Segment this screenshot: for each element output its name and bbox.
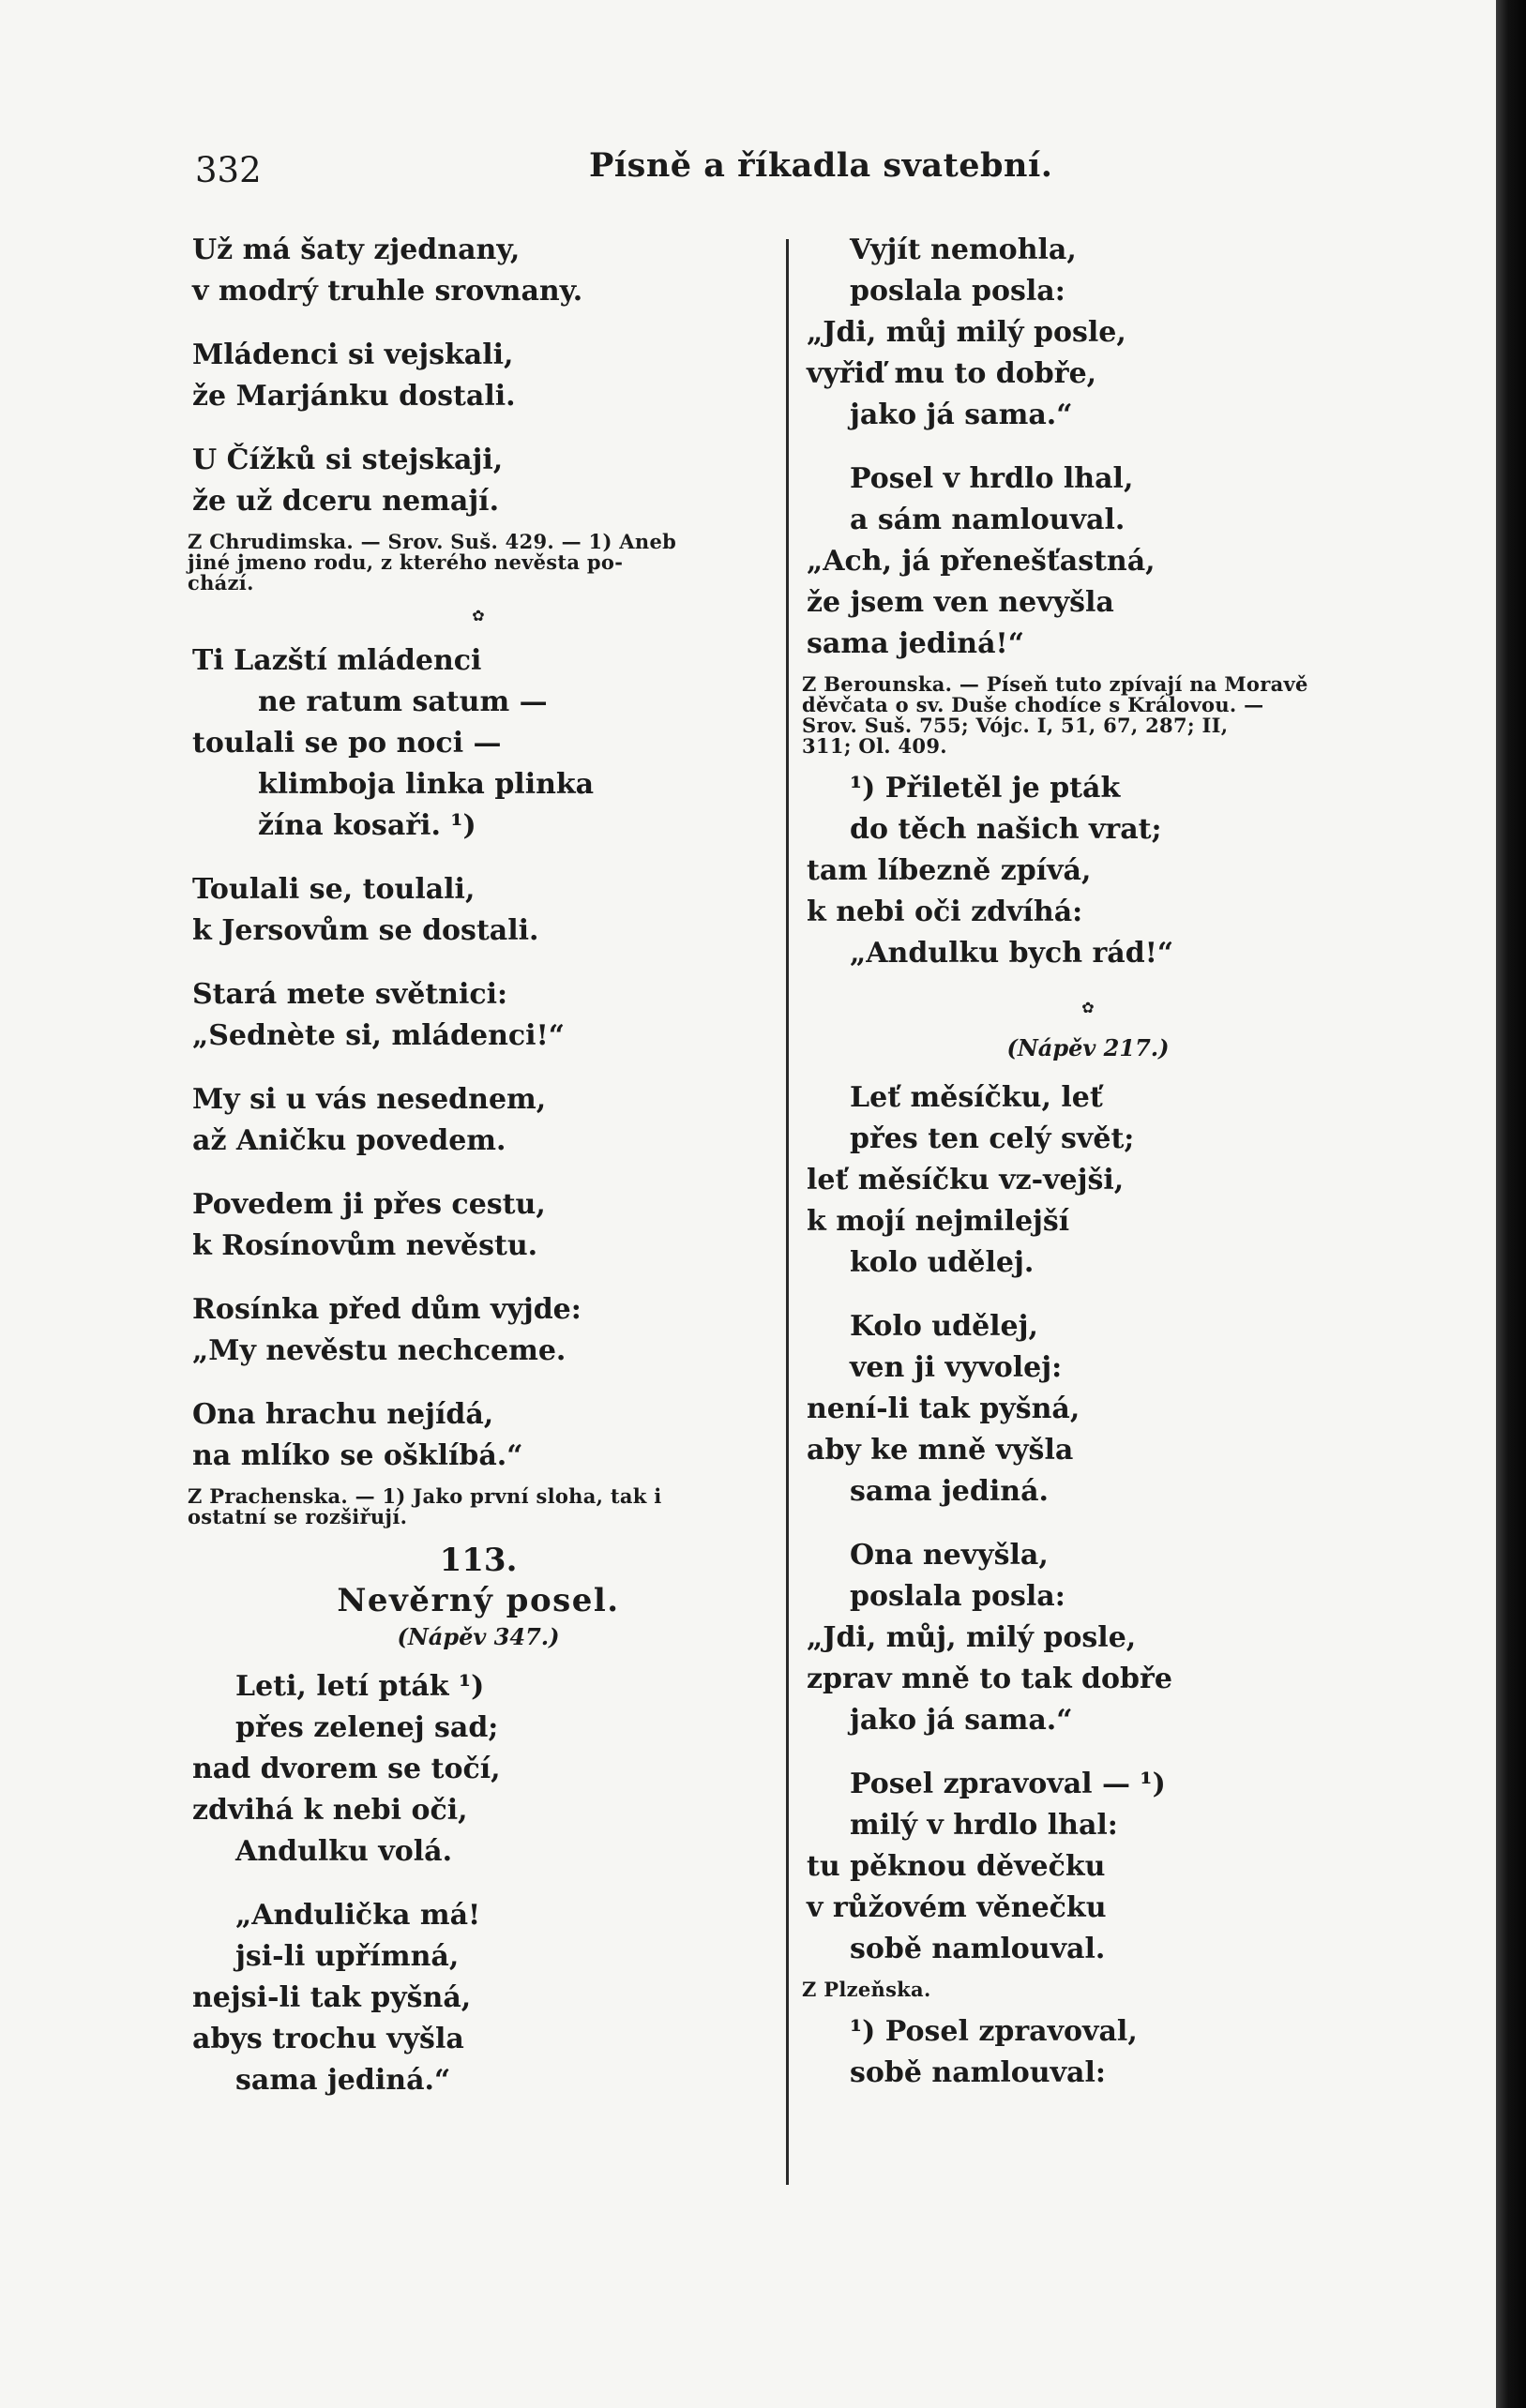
verse-line: „Andulička má!	[235, 1899, 481, 1932]
source-note: Z Plzeňska.	[802, 1978, 931, 2001]
stanza	[192, 640, 764, 847]
stanza	[192, 1895, 764, 2101]
stanza	[192, 974, 764, 1057]
verse-line: sobě namlouval:	[850, 2056, 1106, 2089]
verse-line: Toulali se, toulali,	[192, 873, 476, 906]
verse-line: k mojí nejmilejší	[807, 1205, 1070, 1238]
verse-line: k Jersovům se dostali.	[192, 914, 539, 947]
song-number: 113.	[439, 1542, 518, 1579]
page-edge-shadow	[1496, 0, 1526, 2408]
stanza	[807, 230, 1369, 436]
stanza	[807, 1535, 1369, 1741]
verse-line: sama jediná.	[850, 1475, 1049, 1508]
verse-line: na mlíko se ošklíbá.“	[192, 1439, 523, 1472]
verse-line: jako já sama.“	[850, 1704, 1073, 1737]
verse-line: Vyjít nemohla,	[850, 233, 1077, 266]
verse-line: Rosínka před dům vyjde:	[192, 1293, 582, 1326]
verse-line: že Marjánku dostali.	[192, 380, 516, 413]
verse-line: Povedem ji přes cestu,	[192, 1188, 546, 1221]
stanza	[807, 459, 1369, 665]
stanza	[807, 1077, 1369, 1284]
verse-line: My si u vás nesednem,	[192, 1083, 547, 1116]
verse-line: Kolo udělej,	[850, 1310, 1038, 1343]
source-note: Z Berounska. — Píseň tuto zpívají na Moravě děvčata o sv. Duše chodíce s Královou. — Srov. Suš. 755; Vójc. I, 51, 67, 287; II, 311; Ol. 409.	[802, 672, 1308, 758]
stanza	[192, 1666, 764, 1873]
page-number: 332	[195, 150, 262, 190]
stanza	[192, 1184, 764, 1267]
verse-line: Ona nevyšla,	[850, 1539, 1049, 1572]
verse-line: „Jdi, můj, milý posle,	[807, 1621, 1137, 1654]
verse-line: Leť měsíčku, leť	[850, 1081, 1103, 1114]
stanza	[807, 1764, 1369, 1970]
verse-line: do těch našich vrat;	[850, 813, 1162, 846]
stanza	[192, 230, 764, 312]
verse-line: Leti, letí pták ¹)	[235, 1670, 485, 1703]
left-column	[188, 230, 764, 2124]
verse-line: k Rosínovům nevěstu.	[192, 1229, 538, 1262]
ornament-icon: ✿	[472, 607, 485, 625]
verse-line: že už dceru nemají.	[192, 485, 500, 518]
verse-line: žína kosaři. ¹)	[258, 809, 476, 842]
stanza	[807, 768, 1369, 974]
column-divider	[786, 239, 789, 2185]
verse-line: vyřiď mu to dobře,	[807, 357, 1097, 390]
stanza	[192, 1289, 764, 1372]
stanza	[807, 1306, 1369, 1513]
stanza	[192, 1394, 764, 1477]
verse-line: toulali se po noci —	[192, 727, 502, 760]
verse-line: Mládenci si vejskali,	[192, 339, 514, 371]
verse-line: „Andulku bych rád!“	[850, 937, 1174, 970]
source-note: Z Chrudimska. — Srov. Suš. 429. — 1) Aneb jiné jmeno rodu, z kterého nevěsta po- chází.	[188, 530, 677, 594]
stanza	[807, 2011, 1369, 2094]
verse-line: „Sednète si, mládenci!“	[192, 1019, 565, 1052]
verse-line: poslala posla:	[850, 275, 1065, 308]
verse-line: v růžovém věnečku	[807, 1891, 1107, 1924]
verse-line: a sám namlouval.	[850, 504, 1126, 536]
verse-line: sobě namlouval.	[850, 1933, 1106, 1965]
verse-line: zdvihá k nebi oči,	[192, 1794, 468, 1827]
verse-line: „My nevěstu nechceme.	[192, 1334, 567, 1367]
verse-line: Stará mete světnici:	[192, 978, 508, 1011]
verse-line: Posel zpravoval — ¹)	[850, 1768, 1166, 1800]
verse-line: milý v hrdlo lhal:	[850, 1809, 1118, 1842]
verse-line: Posel v hrdlo lhal,	[850, 462, 1134, 495]
stanza	[192, 1079, 764, 1162]
verse-line: Ti Lazští mládenci	[192, 644, 482, 677]
verse-line: v modrý truhle srovnany.	[192, 275, 583, 308]
verse-line: zprav mně to tak dobře	[807, 1663, 1172, 1695]
verse-line: U Čížků si stejskaji,	[192, 444, 504, 476]
verse-line: poslala posla:	[850, 1580, 1065, 1613]
verse-line: jsi-li upřímná,	[235, 1940, 460, 1973]
verse-line: sama jediná.“	[235, 2064, 451, 2097]
verse-line: Ona hrachu nejídá,	[192, 1398, 494, 1431]
verse-line: přes zelenej sad;	[235, 1711, 499, 1744]
verse-line: ¹) Posel zpravoval,	[850, 2015, 1138, 2048]
verse-line: abys trochu vyšla	[192, 2023, 464, 2055]
verse-line: tam líbezně zpívá,	[807, 854, 1092, 887]
stanza	[192, 869, 764, 952]
verse-line: k nebi oči zdvíhá:	[807, 895, 1083, 928]
stanza	[192, 335, 764, 417]
source-note: Z Prachenska. — 1) Jako první sloha, tak i ostatní se rozšiřují.	[188, 1484, 662, 1528]
right-column	[802, 230, 1369, 2116]
running-title: Písně a říkadla svatební.	[589, 146, 1053, 185]
verse-line: tu pěknou děvečku	[807, 1850, 1106, 1883]
page-header	[0, 141, 1496, 197]
verse-line: sama jediná!“	[807, 627, 1024, 660]
ornament-icon: ✿	[1081, 999, 1095, 1016]
verse-line: Už má šaty zjednany,	[192, 233, 521, 266]
verse-line: Andulku volá.	[235, 1835, 453, 1868]
stanza	[192, 440, 764, 522]
verse-line: nejsi-li tak pyšná,	[192, 1981, 472, 2014]
song-title: Nevěrný posel.	[337, 1582, 620, 1619]
verse-line: kolo udělej.	[850, 1246, 1035, 1279]
verse-line: leť měsíčku vz-vejši,	[807, 1164, 1125, 1196]
verse-line: „Ach, já přenešťastná,	[807, 545, 1156, 578]
tune-reference: (Nápěv 347.)	[397, 1623, 560, 1650]
verse-line: jako já sama.“	[850, 399, 1073, 431]
verse-line: „Jdi, můj milý posle,	[807, 316, 1126, 349]
verse-line: až Aničku povedem.	[192, 1124, 506, 1157]
verse-line: nad dvorem se točí,	[192, 1753, 501, 1785]
verse-line: aby ke mně vyšla	[807, 1434, 1074, 1467]
verse-line: ven ji vyvolej:	[850, 1351, 1063, 1384]
verse-line: přes ten celý svět;	[850, 1122, 1135, 1155]
verse-line: ne ratum satum —	[258, 685, 548, 718]
verse-line: že jsem ven nevyšla	[807, 586, 1114, 619]
verse-line: klimboja linka plinka	[258, 768, 595, 801]
verse-line: není-li tak pyšná,	[807, 1392, 1080, 1425]
verse-line: ¹) Přiletěl je pták	[850, 772, 1121, 805]
tune-reference: (Nápěv 217.)	[1006, 1034, 1170, 1061]
